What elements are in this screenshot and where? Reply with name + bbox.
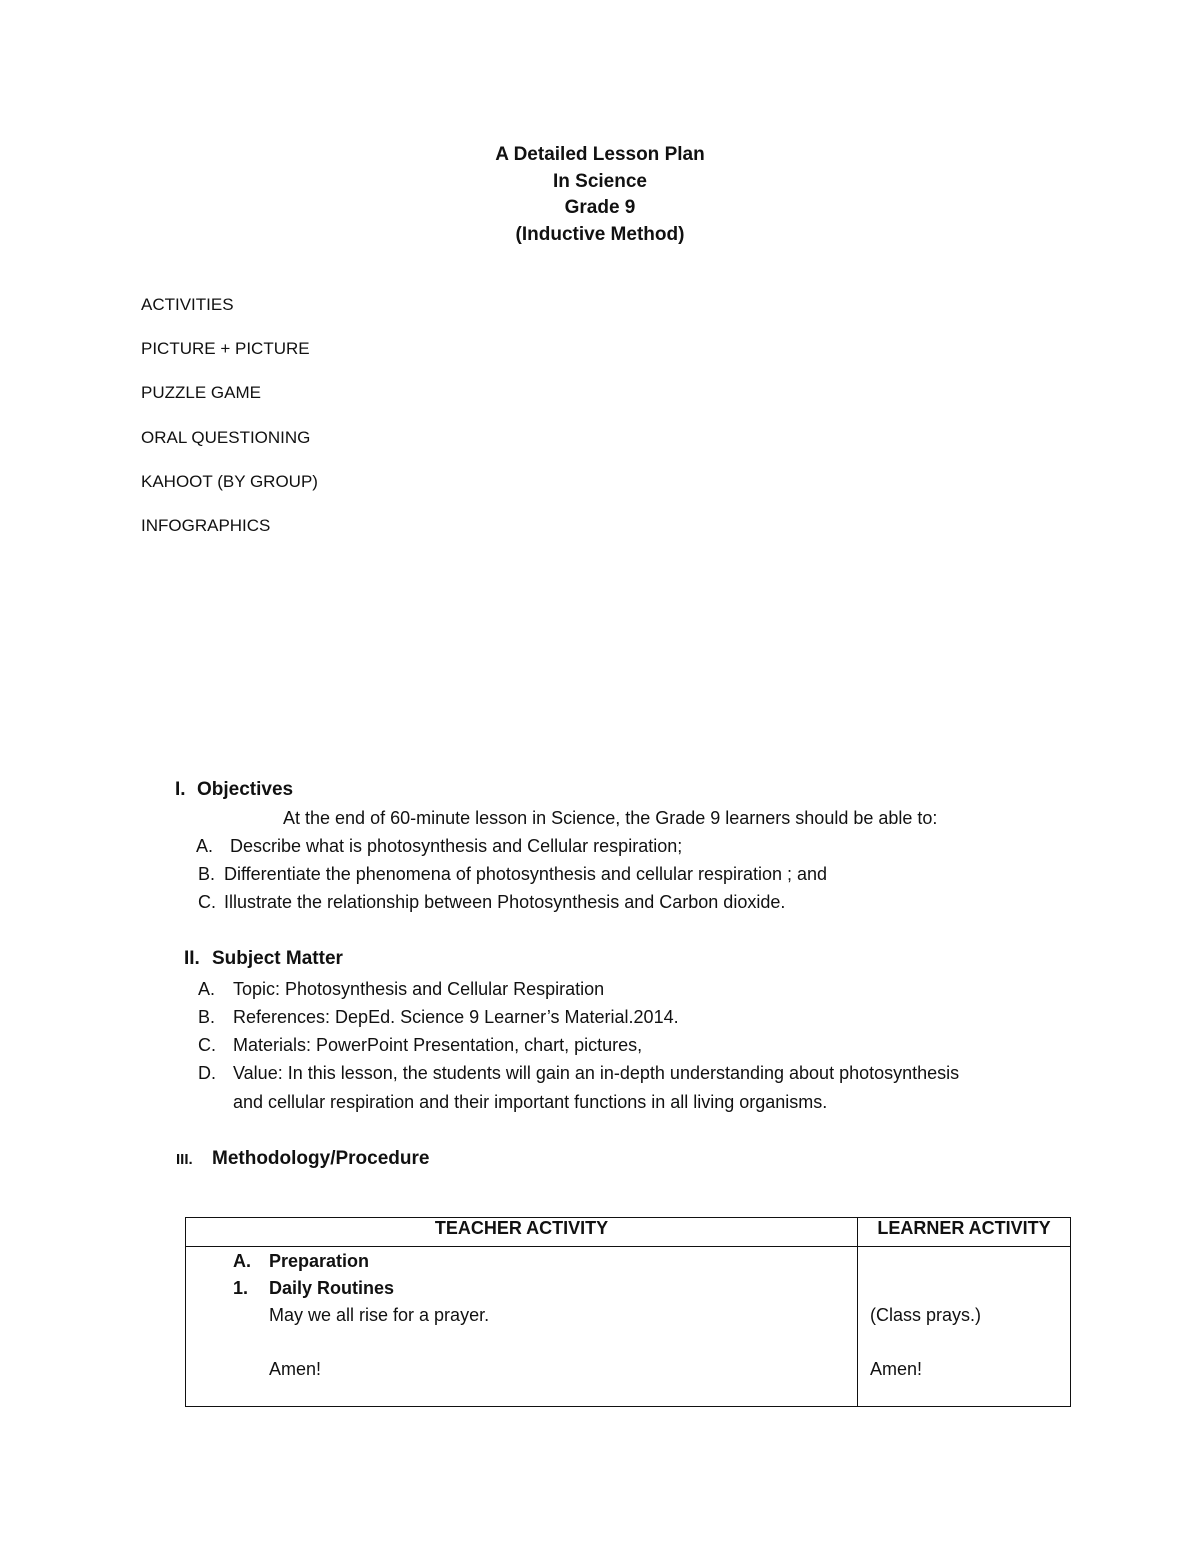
list-item-text: Topic: Photosynthesis and Cellular Respiration — [233, 979, 605, 999]
procedure-table — [185, 1217, 1071, 1407]
teacher-line: May we all rise for a prayer. — [269, 1305, 490, 1325]
teacher-line: Amen! — [269, 1359, 322, 1379]
section-number: III. — [176, 1151, 193, 1168]
subject-item-continuation: and cellular respiration and their important functions in all living organisms. — [233, 1092, 828, 1112]
list-item-text: Value: In this lesson, the students will gain an in-depth understanding about photosynthesis — [233, 1063, 960, 1083]
objective-item — [196, 836, 682, 857]
activities-list — [141, 294, 318, 559]
teacher-activity-cell — [186, 1247, 858, 1407]
list-marker: B. — [198, 1007, 216, 1027]
methodology-heading — [176, 1148, 429, 1170]
preparation-line — [233, 1251, 369, 1272]
list-marker: A. — [233, 1251, 251, 1271]
subject-item — [198, 1007, 679, 1028]
section-title: Methodology/Procedure — [212, 1148, 430, 1169]
title-line-2: In Science — [553, 170, 647, 192]
section-number: I. — [175, 779, 186, 800]
list-marker: B. — [198, 864, 216, 884]
activity-item: KAHOOT (BY GROUP) — [141, 471, 318, 491]
list-marker: D. — [198, 1063, 216, 1083]
subject-item — [198, 1035, 642, 1056]
activity-item: PUZZLE GAME — [141, 383, 261, 403]
list-marker: 1. — [233, 1278, 249, 1298]
section-title: Objectives — [197, 779, 294, 800]
learner-activity-header: LEARNER ACTIVITY — [858, 1218, 1071, 1247]
subject-matter-heading — [184, 948, 343, 970]
list-marker: A. — [196, 836, 214, 856]
learner-line: Amen! — [870, 1359, 923, 1379]
daily-routines-label: Daily Routines — [269, 1278, 395, 1298]
title-line-4: (Inductive Method) — [515, 223, 685, 245]
activity-item: INFOGRAPHICS — [141, 515, 271, 535]
activity-item: ACTIVITIES — [141, 295, 234, 314]
table-header-row — [186, 1218, 1071, 1247]
activity-item: PICTURE + PICTURE — [141, 339, 310, 359]
activity-item: ORAL QUESTIONING — [141, 427, 311, 447]
list-marker: A. — [198, 979, 216, 999]
section-number: II. — [184, 948, 200, 969]
subject-item — [198, 1063, 959, 1084]
table-row — [186, 1247, 1071, 1407]
daily-routines-line — [233, 1278, 394, 1299]
objective-item — [198, 892, 785, 913]
objectives-intro: At the end of 60-minute lesson in Science, the Grade 9 learners should be able to: — [283, 808, 938, 828]
section-title: Subject Matter — [212, 948, 343, 969]
lesson-plan-title — [0, 142, 1200, 248]
title-line-3: Grade 9 — [564, 197, 636, 218]
preparation-label: Preparation — [269, 1251, 370, 1271]
teacher-activity-header: TEACHER ACTIVITY — [186, 1218, 858, 1247]
objectives-heading — [175, 779, 293, 801]
title-line-1: A Detailed Lesson Plan — [495, 144, 705, 165]
list-item-text: Describe what is photosynthesis and Cellular respiration; — [230, 836, 683, 856]
list-item-text: Differentiate the phenomena of photosynthesis and cellular respiration ; and — [224, 864, 828, 884]
learner-activity-cell — [858, 1247, 1071, 1407]
subject-item — [198, 979, 604, 1000]
list-item-text: Illustrate the relationship between Photosynthesis and Carbon dioxide. — [224, 892, 786, 912]
list-marker: C. — [198, 1035, 216, 1055]
list-marker: C. — [198, 892, 216, 912]
list-item-text: Materials: PowerPoint Presentation, chart, pictures, — [233, 1035, 643, 1055]
learner-line: (Class prays.) — [870, 1305, 982, 1325]
objective-item — [198, 864, 827, 885]
list-item-text: References: DepEd. Science 9 Learner’s Material.2014. — [233, 1007, 679, 1027]
